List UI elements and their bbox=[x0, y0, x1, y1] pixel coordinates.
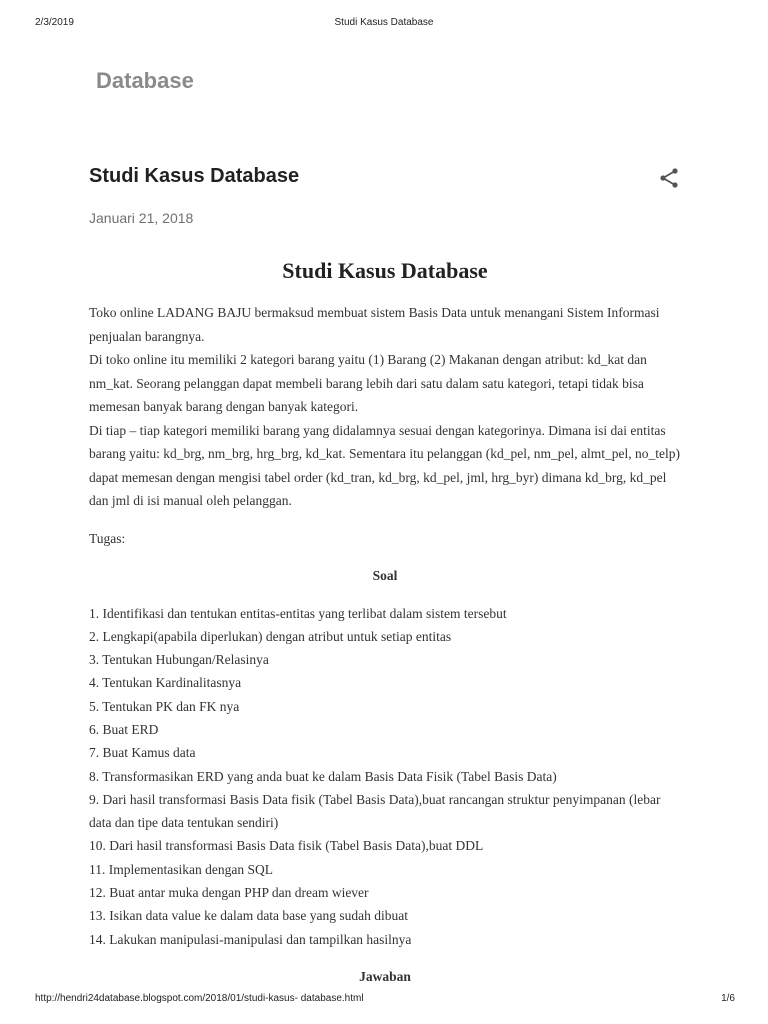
post-title: Studi Kasus Database bbox=[89, 165, 300, 187]
list-item: 9. Dari hasil transformasi Basis Data fisik (Tabel Basis Data),buat rancangan struktur penyimpanan (lebar data dan tipe data tentukan sendiri) bbox=[89, 791, 661, 831]
post-date: Januari 21, 2018 bbox=[89, 210, 194, 226]
post-body bbox=[89, 255, 681, 988]
list-item: 1. Identifikasi dan tentukan entitas-entitas yang terlibat dalam sistem tersebut bbox=[89, 605, 507, 621]
print-url: http://hendri24database.blogspot.com/2018/01/studi-kasus- database.html bbox=[35, 993, 364, 1004]
soal-heading: Soal bbox=[372, 568, 398, 583]
list-item: 11. Implementasikan dengan SQL bbox=[89, 861, 273, 877]
paragraph: Di toko online itu memiliki 2 kategori barang yaitu (1) Barang (2) Makanan dengan atribut: kd_kat dan nm_kat. Seorang pelanggan dapat membeli barang lebih dari satu dalam satu kategori, tetapi tidak bisa memesan banyak barang dengan banyak kategori. bbox=[89, 352, 647, 414]
jawaban-heading: Jawaban bbox=[359, 968, 411, 984]
list-item: 10. Dari hasil transformasi Basis Data fisik (Tabel Basis Data),buat DDL bbox=[89, 838, 484, 854]
list-item: 13. Isikan data value ke dalam data base yang sudah dibuat bbox=[89, 908, 409, 924]
print-footer bbox=[0, 993, 768, 1007]
print-date: 2/3/2019 bbox=[35, 17, 74, 28]
list-item: 12. Buat antar muka dengan PHP dan dream wiever bbox=[89, 885, 369, 901]
list-item: 14. Lakukan manipulasi-manipulasi dan tampilkan hasilnya bbox=[89, 931, 412, 947]
list-item: 4. Tentukan Kardinalitasnya bbox=[89, 675, 242, 691]
list-item: 8. Transformasikan ERD yang anda buat ke dalam Basis Data Fisik (Tabel Basis Data) bbox=[89, 768, 557, 784]
list-item: 3. Tentukan Hubungan/Relasinya bbox=[89, 652, 269, 668]
content-heading: Studi Kasus Database bbox=[282, 258, 488, 283]
page-number: 1/6 bbox=[721, 993, 735, 1004]
blog-name-link[interactable]: Database bbox=[96, 68, 194, 93]
tugas-label: Tugas: bbox=[89, 530, 126, 546]
task-list bbox=[89, 602, 681, 951]
list-item: 5. Tentukan PK dan FK nya bbox=[89, 698, 240, 714]
print-page-title: Studi Kasus Database bbox=[334, 17, 434, 28]
list-item: 6. Buat ERD bbox=[89, 721, 159, 737]
list-item: 7. Buat Kamus data bbox=[89, 745, 196, 761]
list-item: 2. Lengkapi(apabila diperlukan) dengan atribut untuk setiap entitas bbox=[89, 628, 452, 644]
print-header bbox=[0, 17, 768, 31]
share-icon[interactable] bbox=[657, 166, 681, 190]
paragraph: Di tiap – tiap kategori memiliki barang yang didalamnya sesuai dengan kategorinya. Dimana isi dai entitas barang yaitu: kd_brg, nm_brg, hrg_brg, kd_kat. Sementara itu pelanggan (kd_pel, nm_pel, almt_pel, no_telp) dapat memesan dengan mengisi tabel order (kd_tran, kd_brg, kd_pel, jml, hrg_byr) dimana kd_brg, kd_pel dan jml di isi manual oleh pelanggan. bbox=[89, 422, 681, 508]
intro-paragraphs bbox=[89, 301, 681, 513]
paragraph: Toko online LADANG BAJU bermaksud membuat sistem Basis Data untuk menangani Sistem Informasi penjualan barangnya. bbox=[89, 305, 660, 344]
